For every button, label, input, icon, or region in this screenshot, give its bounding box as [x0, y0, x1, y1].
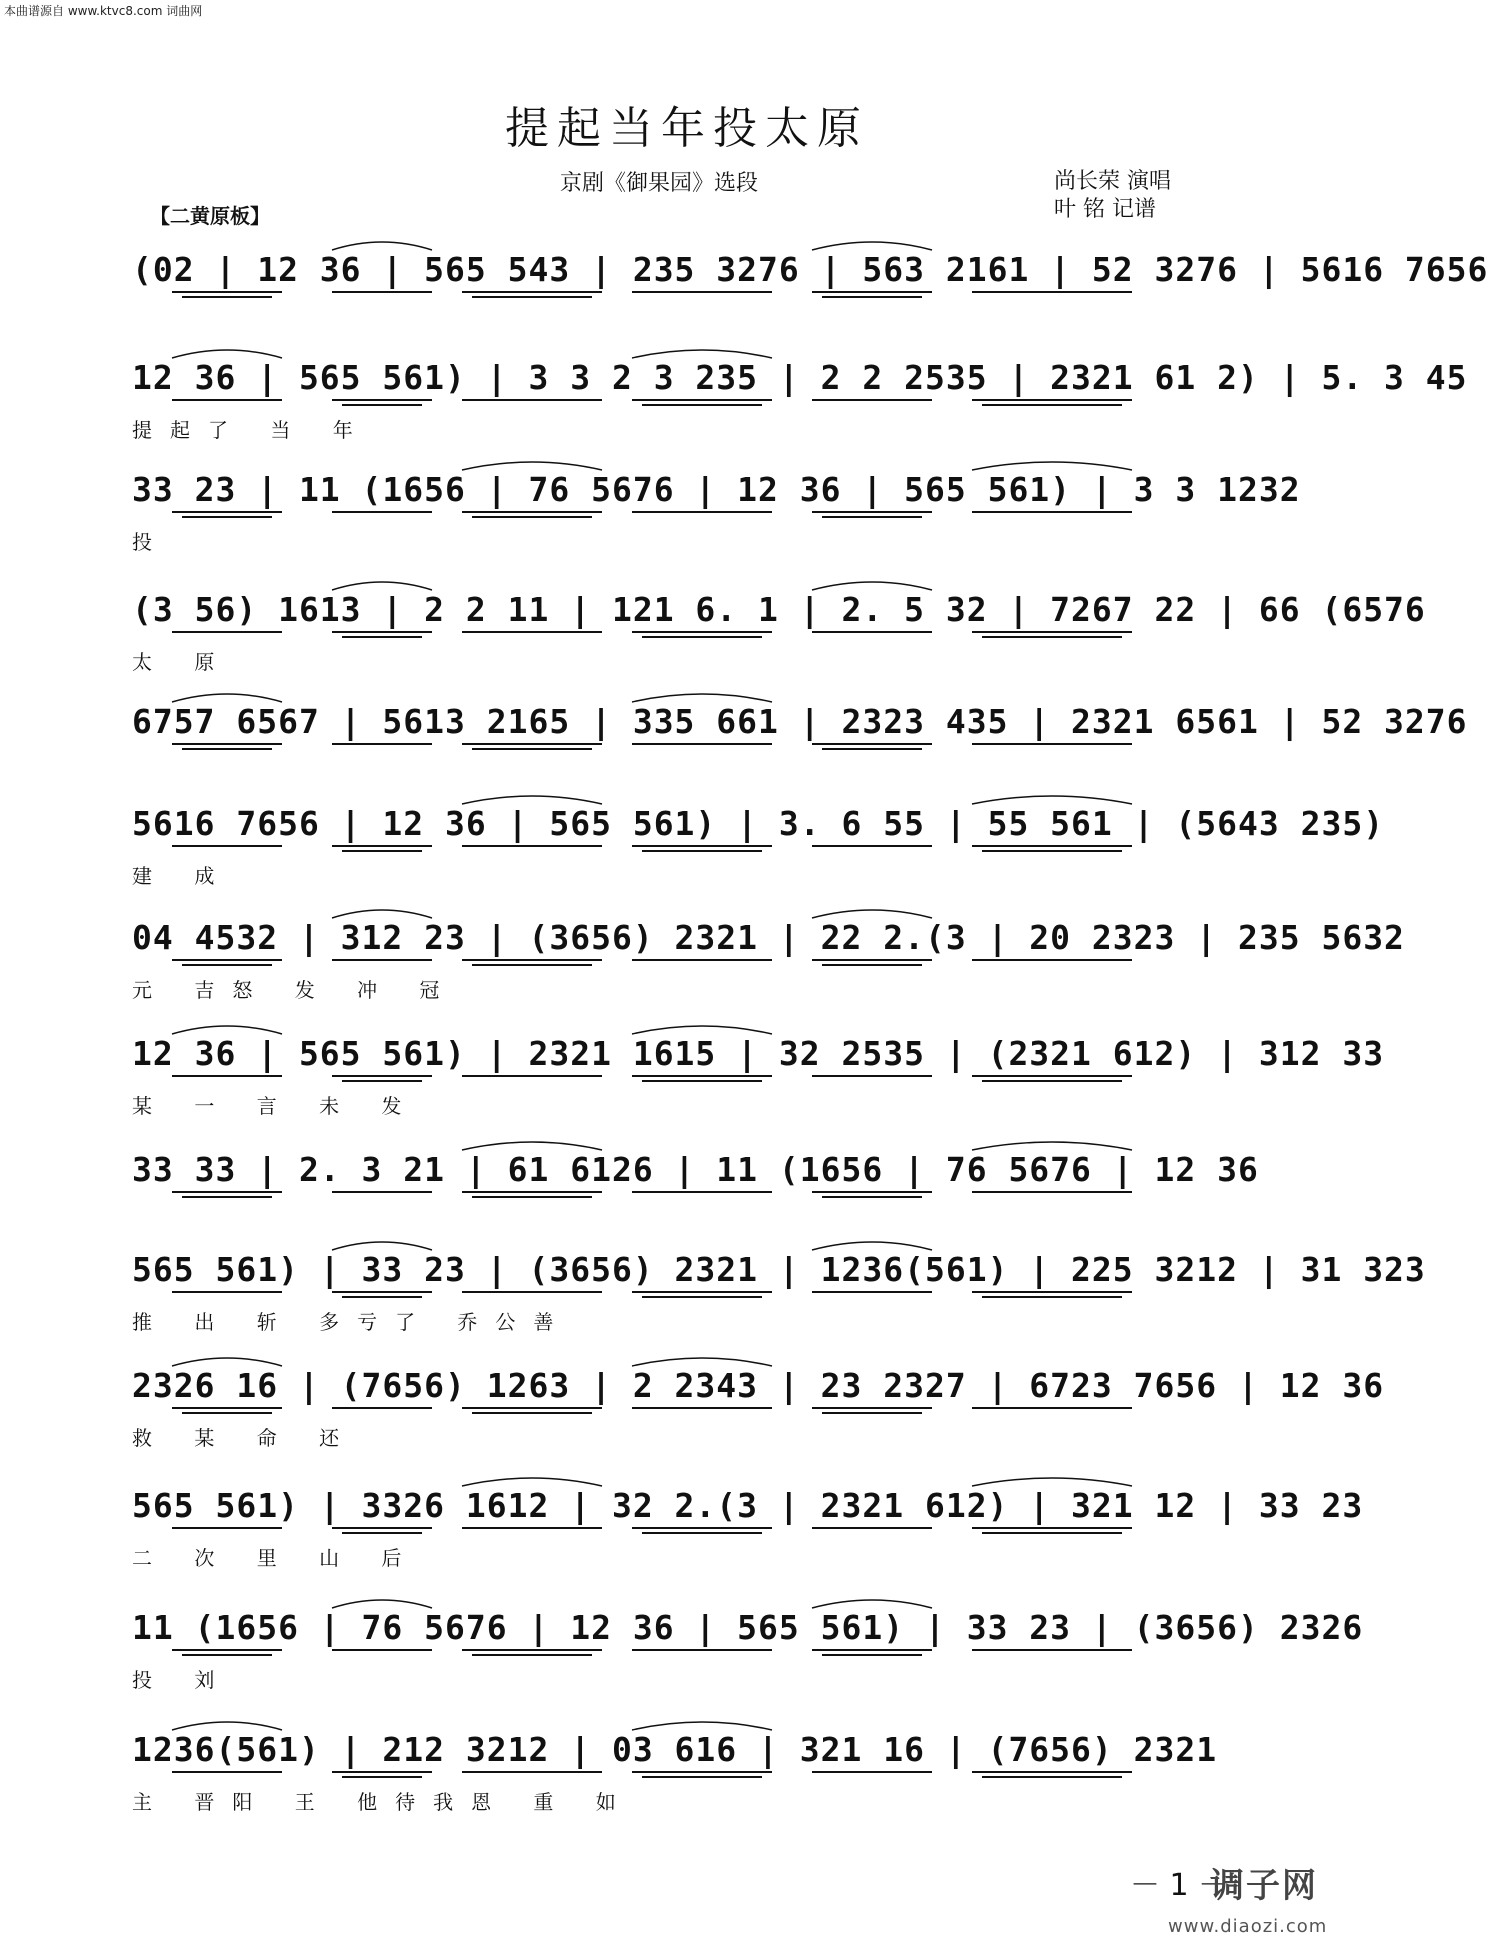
slur-mark: [462, 1478, 602, 1486]
slur-mark: [972, 1478, 1132, 1486]
lyrics-line: 提起了 当 年: [132, 418, 371, 442]
score-system: [132, 1148, 1259, 1258]
notation-line: 565 561) | 33 23 | (3656) 2321 | 1236(561) | 225 3212 | 31 323: [132, 1250, 1426, 1289]
beam-and-slur-marks: [132, 468, 1301, 578]
page-number: － 1 －: [1130, 1868, 1229, 1903]
slur-mark: [632, 1026, 772, 1034]
beam-and-slur-marks: [132, 802, 1385, 912]
score-system: [132, 1484, 1364, 1594]
slur-mark: [172, 1026, 282, 1034]
notation-line: 565 561) | 3326 1612 | 32 2.(3 | 2321 612) | 321 12 | 33 23: [132, 1486, 1364, 1525]
beam-and-slur-marks: [132, 1606, 1364, 1716]
score-system: [132, 356, 1468, 466]
credit-notation: 叶 铭 记谱: [1054, 197, 1156, 222]
lyrics-line: 建 成: [132, 864, 233, 888]
mode-label: 【二黄原板】: [150, 204, 270, 228]
beam-and-slur-marks: [132, 1364, 1385, 1474]
beam-and-slur-marks: [132, 1148, 1259, 1258]
slur-mark: [812, 1600, 932, 1608]
credit-singer: 尚长荣 演唱: [1054, 169, 1171, 194]
source-note: 本曲谱源自 www.ktvc8.com 词曲网: [4, 4, 203, 18]
opera-subtitle: 京剧《御果园》选段: [560, 171, 759, 196]
notation-line: 5616 7656 | 12 36 | 565 561) | 3. 6 55 | 55 561 | (5643 235): [132, 804, 1385, 843]
lyrics-line: 投: [132, 530, 170, 554]
beam-and-slur-marks: [132, 356, 1468, 466]
slur-mark: [812, 242, 932, 250]
beam-and-slur-marks: [132, 1248, 1426, 1358]
slur-mark: [172, 1358, 282, 1366]
score-system: [132, 1032, 1385, 1142]
lyrics-line: 投 刘: [132, 1668, 233, 1692]
score-system: [132, 916, 1405, 1026]
beam-and-slur-marks: [132, 248, 1488, 358]
beam-and-slur-marks: [132, 1032, 1385, 1142]
lyrics-line: 元 吉怒 发 冲 冠: [132, 978, 458, 1002]
page-title: 提起当年投太原: [505, 103, 869, 154]
site-logo: 调子网: [1210, 1866, 1318, 1906]
lyrics-line: 某 一 言 未 发: [132, 1094, 420, 1118]
lyrics-line: 救 某 命 还: [132, 1426, 358, 1450]
notation-line: (3 56) 1613 | 2 2 11 | 121 6. 1 | 2. 5 32 | 7267 22 | 66 (6576: [132, 590, 1426, 629]
slur-mark: [812, 582, 932, 590]
notation-line: 6757 6567 | 5613 2165 | 335 661 | 2323 435 | 2321 6561 | 52 3276: [132, 702, 1468, 741]
score-system: [132, 1248, 1426, 1358]
slur-mark: [632, 1722, 772, 1730]
notation-line: 33 33 | 2. 3 21 | 61 6126 | 11 (1656 | 76 5676 | 12 36: [132, 1150, 1259, 1189]
notation-line: 12 36 | 565 561) | 2321 1615 | 32 2535 | (2321 612) | 312 33: [132, 1034, 1385, 1073]
slur-mark: [332, 582, 432, 590]
score-system: [132, 1606, 1364, 1716]
beam-and-slur-marks: [132, 700, 1468, 810]
slur-mark: [332, 242, 432, 250]
site-url: www.diaozi.com: [1168, 1916, 1328, 1937]
slur-mark: [332, 1600, 432, 1608]
beam-and-slur-marks: [132, 916, 1405, 1026]
notation-line: 12 36 | 565 561) | 3 3 2 3 235 | 2 2 2535 | 2321 61 2) | 5. 3 45: [132, 358, 1468, 397]
notation-line: 04 4532 | 312 23 | (3656) 2321 | 22 2.(3 | 20 2323 | 235 5632: [132, 918, 1405, 957]
beam-and-slur-marks: [132, 1728, 1238, 1838]
lyrics-line: 太 原: [132, 650, 233, 674]
lyrics-line: 推 出 斩 多亏了 乔公善: [132, 1310, 572, 1334]
score-system: [132, 1364, 1385, 1474]
score-system: [132, 700, 1468, 810]
notation-line: 33 23 | 11 (1656 | 76 5676 | 12 36 | 565 561) | 3 3 1232: [132, 470, 1301, 509]
beam-and-slur-marks: [132, 1484, 1364, 1594]
score-system: [132, 588, 1426, 698]
score-system: [132, 248, 1488, 358]
notation-line: 11 (1656 | 76 5676 | 12 36 | 565 561) | 33 23 | (3656) 2326: [132, 1608, 1364, 1647]
slur-mark: [972, 1142, 1132, 1150]
notation-line: 1236(561) | 212 3212 | 03 616 | 321 16 | (7656) 2321: [132, 1730, 1218, 1769]
slur-mark: [462, 1142, 602, 1150]
score-system: [132, 802, 1385, 912]
lyrics-line: 主 晋阳 王 他待我恩 重 如: [132, 1790, 634, 1814]
lyrics-line: 二 次 里 山 后: [132, 1546, 420, 1570]
score-system: [132, 468, 1301, 578]
score-system: [132, 1728, 1238, 1838]
slur-mark: [172, 1722, 282, 1730]
beam-and-slur-marks: [132, 588, 1426, 698]
slur-mark: [632, 1358, 772, 1366]
notation-line: 2326 16 | (7656) 1263 | 2 2343 | 23 2327 | 6723 7656 | 12 36: [132, 1366, 1385, 1405]
notation-line: (02 | 12 36 | 565 543 | 235 3276 | 563 2161 | 52 3276 | 5616 7656: [132, 250, 1488, 289]
